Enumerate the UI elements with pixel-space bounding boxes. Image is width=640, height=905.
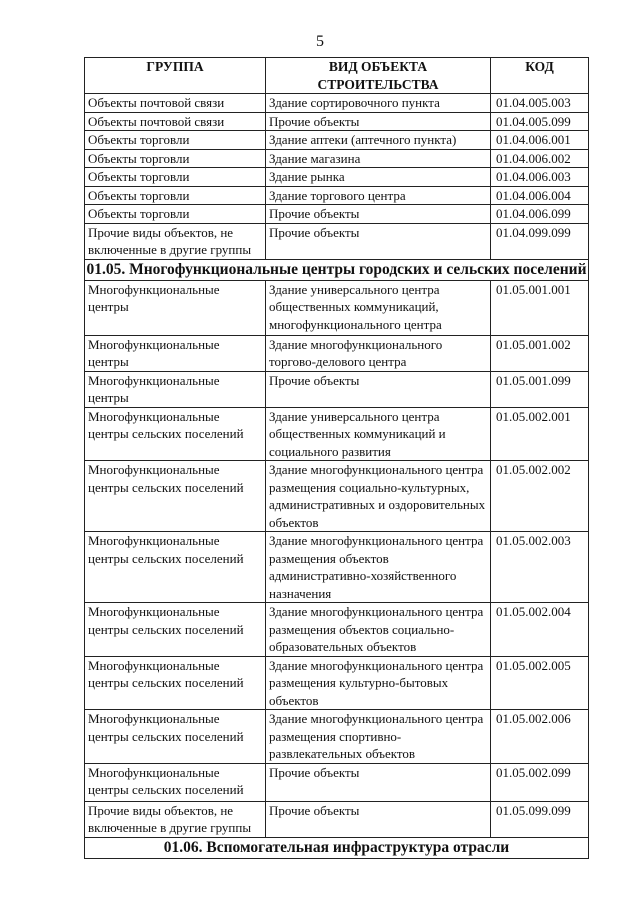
object-type-cell: Здание универсального центра общественных коммуникаций и социального развития — [266, 407, 491, 461]
group-cell: Объекты почтовой связи — [85, 94, 266, 113]
code-cell: 01.04.006.004 — [491, 186, 589, 205]
group-cell: Многофункциональные центры сельских поселений — [85, 763, 266, 801]
table-row — [85, 168, 589, 187]
object-type-cell: Здание многофункционального центра размещения социально-культурных, административных и оздоровительных объектов — [266, 461, 491, 532]
group-cell: Объекты торговли — [85, 149, 266, 168]
code-cell: 01.04.005.003 — [491, 94, 589, 113]
code-cell: 01.04.005.099 — [491, 112, 589, 131]
header-object-type: ВИД ОБЪЕКТА СТРОИТЕЛЬСТВА — [266, 58, 491, 94]
code-cell: 01.04.006.001 — [491, 131, 589, 150]
object-type-cell: Здание торгового центра — [266, 186, 491, 205]
object-type-cell: Прочие объекты — [266, 763, 491, 801]
table-row — [85, 186, 589, 205]
code-cell: 01.05.002.006 — [491, 710, 589, 764]
code-cell: 01.05.002.001 — [491, 407, 589, 461]
table-row — [85, 461, 589, 532]
page-number: 5 — [316, 33, 324, 50]
table-row — [85, 223, 589, 259]
object-type-cell: Здание аптеки (аптечного пункта) — [266, 131, 491, 150]
table-row — [85, 112, 589, 131]
object-type-cell: Прочие объекты — [266, 223, 491, 259]
section-row — [85, 837, 589, 858]
section-title: 01.06. Вспомогательная инфраструктура отрасли — [85, 837, 589, 858]
table-row — [85, 656, 589, 710]
code-cell: 01.04.006.099 — [491, 205, 589, 224]
object-type-cell: Прочие объекты — [266, 371, 491, 407]
section-row — [85, 259, 589, 280]
code-cell: 01.05.002.099 — [491, 763, 589, 801]
code-cell: 01.05.002.002 — [491, 461, 589, 532]
header-group: ГРУППА — [85, 58, 266, 94]
table-row — [85, 94, 589, 113]
group-cell: Объекты торговли — [85, 186, 266, 205]
table-row — [85, 407, 589, 461]
section-title: 01.05. Многофункциональные центры городских и сельских поселений — [85, 259, 589, 280]
code-cell: 01.05.001.099 — [491, 371, 589, 407]
object-type-cell: Здание многофункционального торгово-делового центра — [266, 335, 491, 371]
table-row — [85, 205, 589, 224]
construction-objects-table — [84, 57, 589, 859]
table-row — [85, 603, 589, 657]
object-type-cell: Прочие объекты — [266, 801, 491, 837]
table-row — [85, 710, 589, 764]
table-row — [85, 763, 589, 801]
group-cell: Объекты торговли — [85, 168, 266, 187]
object-type-cell: Здание многофункционального центра размещения спортивно-развлекательных объектов — [266, 710, 491, 764]
object-type-cell: Прочие объекты — [266, 205, 491, 224]
group-cell: Многофункциональные центры сельских поселений — [85, 461, 266, 532]
group-cell: Прочие виды объектов, не включенные в другие группы — [85, 223, 266, 259]
code-cell: 01.05.001.001 — [491, 280, 589, 335]
group-cell: Многофункциональные центры сельских поселений — [85, 532, 266, 603]
group-cell: Объекты торговли — [85, 131, 266, 150]
object-type-cell: Здание магазина — [266, 149, 491, 168]
object-type-cell: Здание многофункционального центра размещения культурно-бытовых объектов — [266, 656, 491, 710]
object-type-cell: Здание рынка — [266, 168, 491, 187]
group-cell: Многофункциональные центры — [85, 335, 266, 371]
table-row — [85, 532, 589, 603]
object-type-cell: Здание многофункционального центра размещения объектов социально-образовательных объектов — [266, 603, 491, 657]
code-cell: 01.04.099.099 — [491, 223, 589, 259]
group-cell: Многофункциональные центры сельских поселений — [85, 407, 266, 461]
group-cell: Многофункциональные центры сельских поселений — [85, 603, 266, 657]
object-type-cell: Прочие объекты — [266, 112, 491, 131]
code-cell: 01.04.006.002 — [491, 149, 589, 168]
group-cell: Многофункциональные центры сельских поселений — [85, 710, 266, 764]
table-row — [85, 371, 589, 407]
object-type-cell: Здание сортировочного пункта — [266, 94, 491, 113]
group-cell: Объекты торговли — [85, 205, 266, 224]
code-cell: 01.05.002.005 — [491, 656, 589, 710]
table-body — [85, 94, 589, 859]
code-cell: 01.05.002.004 — [491, 603, 589, 657]
group-cell: Объекты почтовой связи — [85, 112, 266, 131]
group-cell: Многофункциональные центры — [85, 371, 266, 407]
table-row — [85, 131, 589, 150]
group-cell: Прочие виды объектов, не включенные в другие группы — [85, 801, 266, 837]
code-cell: 01.05.099.099 — [491, 801, 589, 837]
table-row — [85, 149, 589, 168]
object-type-cell: Здание универсального центра общественных коммуникаций, многофункционального центра — [266, 280, 491, 335]
code-cell: 01.05.001.002 — [491, 335, 589, 371]
header-code: КОД — [491, 58, 589, 94]
table-header-row — [85, 58, 589, 94]
table-row — [85, 801, 589, 837]
group-cell: Многофункциональные центры — [85, 280, 266, 335]
code-cell: 01.04.006.003 — [491, 168, 589, 187]
table-row — [85, 280, 589, 335]
object-type-cell: Здание многофункционального центра размещения объектов административно-хозяйственного назначения — [266, 532, 491, 603]
table-row — [85, 335, 589, 371]
group-cell: Многофункциональные центры сельских поселений — [85, 656, 266, 710]
code-cell: 01.05.002.003 — [491, 532, 589, 603]
